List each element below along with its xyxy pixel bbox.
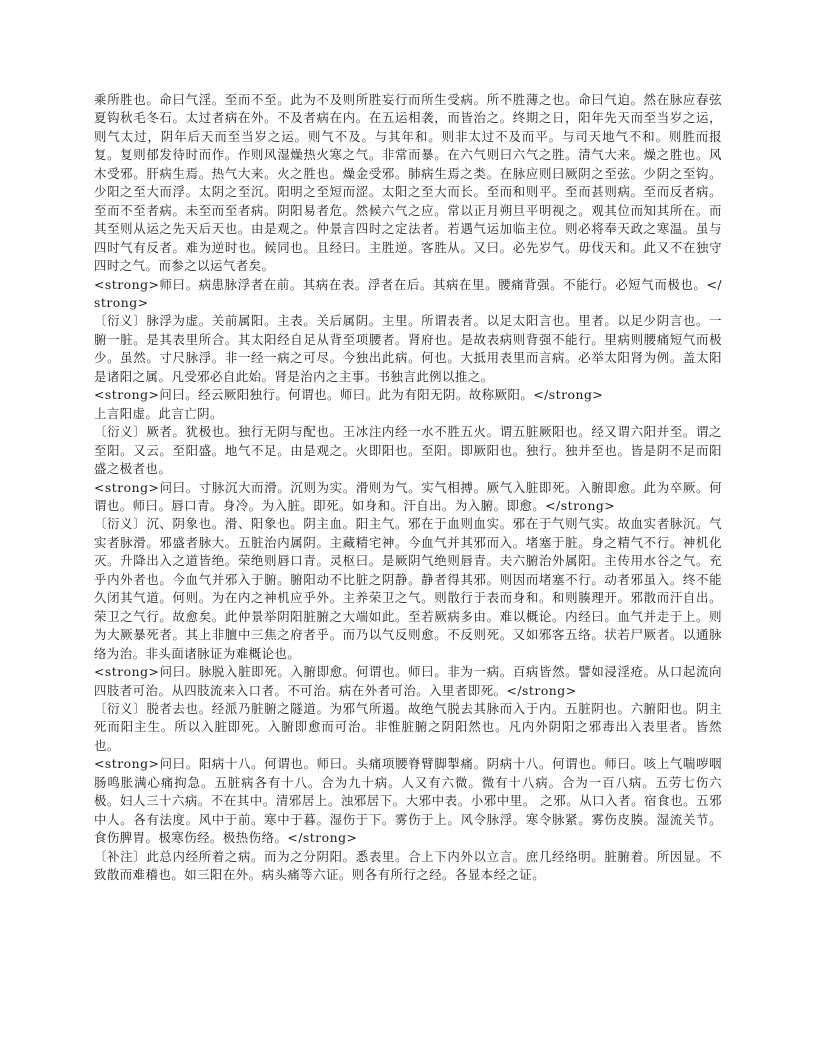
paragraph-10: 〔衍义〕脱者去也。经派乃脏腑之隧道。为邪气所遏。故绝气脱去其脉而入于内。五脏阴也。六腑阳也。阴主死而阳主生。所以入脏即死。入腑即愈而可治。非惟脏腑之阴阳然也。凡内外阴阳之邪毒出入表里者。皆然也。 bbox=[94, 700, 722, 753]
paragraph-2: <strong>师曰。病患脉浮者在前。其病在表。浮者在后。其病在里。腰痛背强。不能行。必短气而极也。</strong> bbox=[94, 276, 722, 310]
paragraph-1: 乘所胜也。命曰气淫。至而不至。此为不及则所胜妄行而所生受病。所不胜薄之也。命曰气迫。然在脉应春弦夏钩秋毛冬石。太过者病在外。不及者病在内。在五运相袭，而皆治之。终期之日，阳年先天而至当岁之运，则气太过，阴年后天而至当岁之运。则气不及。与其年和。则非太过不及而平。与司天地气不和。则胜而报复。复则郁发待时而作。作则风湿燥热火寒之气。非常而暴。在六气则曰六气之胜。清气大来。燥之胜也。风木受邪。肝病生焉。热气大来。火之胜也。燥金受邪。肺病生焉之类。在脉应则曰厥阴之至弦。少阴之至钩。少阳之至大而浮。太阴之至沉。阳明之至短而涩。太阳之至大而长。至而和则平。至而甚则病。至而反者病。至而不至者病。未至而至者病。阴阳易者危。然候六气之应。常以正月朔旦平明视之。观其位而知其所在。而其至则从运之先天后天也。由是观之。仲景言四时之定法者。若遇气运加临主位。则必将奉天政之寒温。虽与四时气有反者。难为逆时也。候同也。且经曰。主胜逆。客胜从。又曰。必先岁气。毋伐天和。此又不在独守四时之气。而参之以运气者矣。 bbox=[94, 92, 722, 274]
document-page bbox=[94, 91, 722, 884]
paragraph-12: 〔补注〕此总内经所着之病。而为之分阴阳。悉表里。合上下内外以立言。庶几经络明。脏腑着。所因显。不致散而难稽也。如三阳在外。病头痛等六证。则各有所行之经。各显本经之证。 bbox=[94, 848, 722, 883]
paragraph-3: 〔衍义〕脉浮为虚。关前属阳。主表。关后属阴。主里。所谓表者。以足太阳言也。里者。以足少阴言也。一腑一脏。是其表里所合。其太阳经自足从背至项腰者。肾府也。是故表病则背强不能行。里病则腰痛短气而极少。虽然。寸尺脉浮。非一经一病之可尽。今独出此病。何也。大抵用表里而言病。必举太阳肾为例。盖太阳是诸阳之属。凡受邪必自此始。肾是治内之主事。书独言此例以推之。 bbox=[94, 313, 722, 384]
paragraph-8: 〔衍义〕沉、阴象也。滑、阳象也。阴主血。阳主气。邪在于血则血实。邪在于气则气实。故血实者脉沉。气实者脉滑。邪盛者脉大。五脏治内属阴。主藏精宅神。今血气并其邪而入。堵塞于脏。身之精气不行。神机化灭。升降出入之道皆绝。荣绝则唇口青。灵枢曰。是厥阴气绝则唇青。夫六腑治外属阳。主传用水谷之气。充乎内外者也。今血气并邪入于腑。腑阳动不比脏之阴静。静者得其邪。则因而堵塞不行。动者邪虽入。终不能久闭其气道。何则。为在内之神机应乎外。主养荣卫之气。则散行于表而身和。和则腠理开。邪散而汗自出。荣卫之气行。故愈矣。此仲景举阴阳脏腑之大端如此。至若厥病多由。难以概论。内经曰。血气并走于上。则为大厥暴死者。其上非膻中三焦之府者乎。而乃以气反则愈。不反则死。又如邪客五络。状若尸厥者。以通脉络为治。非头面诸脉证为难概论也。 bbox=[94, 516, 722, 661]
paragraph-5: 上言阳虚。此言亡阴。 bbox=[94, 405, 223, 421]
paragraph-9: <strong>问曰。脉脱入脏即死。入腑即愈。何谓也。师曰。非为一病。百病皆然。譬如浸淫疮。从口起流向四肢者可治。从四肢流来入口者。不可治。病在外者可治。入里者即死。</strong> bbox=[94, 664, 722, 698]
paragraph-11: <strong>问曰。阳病十八。何谓也。师曰。头痛项腰脊臂脚掣痛。阴病十八。何谓也。师曰。咳上气喘哕咽肠鸣胀满心痛拘急。五脏病各有十八。合为九十病。人又有六微。微有十八病。合为一百八病。五劳七伤六极。妇人三十六病。不在其中。清邪居上。浊邪居下。大邪中表。小邪中里。 之邪。从口入者。宿食也。五邪中人。各有法度。风中于前。寒中于暮。湿伤于下。雾伤于上。风令脉浮。寒令脉紧。雾伤皮腠。湿流关节。食伤脾胃。极寒伤经。极热伤络。</strong> bbox=[94, 756, 722, 846]
paragraph-6: 〔衍义〕厥者。犹极也。独行无阴与配也。王冰注内经一水不胜五火。谓五脏厥阳也。经又谓六阳并至。谓之至阳。又云。至阳盛。地气不足。由是观之。火即阳也。至阳。即厥阳也。独行。独并至也。皆是阴不足而阳盛之极者也。 bbox=[94, 424, 722, 477]
paragraph-4: <strong>问曰。经云厥阳独行。何谓也。师曰。此为有阳无阴。故称厥阳。</strong> bbox=[94, 387, 604, 403]
paragraph-7: <strong>问曰。寸脉沉大而滑。沉则为实。滑则为气。实气相搏。厥气入脏即死。入腑即愈。此为卒厥。何谓也。师曰。唇口青。身冷。为入脏。即死。如身和。汗自出。为入腑。即愈。</strong> bbox=[94, 479, 722, 513]
